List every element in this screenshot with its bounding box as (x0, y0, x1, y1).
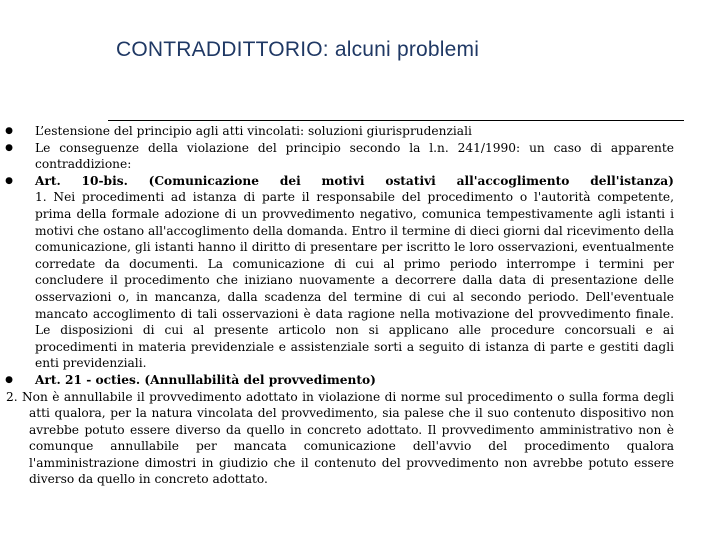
bullet-icon: ● (5, 374, 13, 385)
title-divider (108, 120, 684, 121)
bullet-item-art21octies (0, 372, 720, 389)
art10bis-heading-word: Art. (35, 173, 61, 188)
art10bis-heading (35, 173, 674, 190)
bullet-item-art10bis (0, 173, 720, 372)
art10bis-heading-word: dei (279, 173, 301, 188)
bullet-text: Le conseguenze della violazione del principio secondo la l.n. 241/1990: un caso di apparente contraddizione: (35, 140, 674, 172)
bullet-text: L’estensione del principio agli atti vincolati: soluzioni giurisprudenziali (35, 124, 472, 138)
art10bis-heading-word: motivi (321, 173, 365, 188)
bullet-icon: ● (5, 126, 13, 136)
art10bis-heading-word: dell'istanza) (590, 173, 674, 188)
content-body (0, 123, 720, 488)
art10bis-heading-word: (Comunicazione (148, 173, 260, 188)
bullet-item-consequences (0, 140, 720, 173)
art10bis-heading-word: ostativi (385, 173, 436, 188)
art21octies-heading: Art. 21 - octies. (Annullabilità del provvedimento) (35, 372, 376, 387)
page-title: CONTRADDITTORIO: alcuni problemi (116, 38, 480, 61)
bullet-item-extension (0, 123, 720, 140)
art10bis-heading-word: 10-bis. (81, 173, 128, 188)
art21octies-paragraph-2: 2. Non è annullabile il provvedimento adottato in violazione di norme sul procedimento o sulla forma degli atti qualora, per la natura vincolata del provvedimento, sia palese che il suo contenuto dispositivo non avrebbe potuto essere diverso da quello in concreto adottato. Il provvedimento amministrativo non è comunque annullabile per mancata comunicazione dell'avvio del procedimento qualora l'amministrazione dimostri in giudizio che il contenuto del provvedimento non avrebbe potuto essere diverso da quello in concreto adottato. (6, 389, 674, 487)
bullet-icon: ● (5, 175, 13, 186)
art10bis-text: 1. Nei procedimenti ad istanza di parte il responsabile del procedimento o l'autorità competente, prima della formale adozione di un provvedimento negativo, comunica tempestivamente agli istanti i motivi che ostano all'accoglimento della domanda. Entro il termine di dieci giorni dal ricevimento della comunicazione, gli istanti hanno il diritto di presentare per iscritto le loro osservazioni, eventualmente corredate da documenti. La comunicazione di cui al primo periodo interrompe i termini per concludere il procedimento che iniziano nuovamente a decorrere dalla data di presentazione delle osservazioni o, in mancanza, dalla scadenza del termine di cui al secondo periodo. Dell'eventuale mancato accoglimento di tali osservazioni è data ragione nella motivazione del provvedimento finale. Le disposizioni di cui al presente articolo non si applicano alle procedure concorsuali e ai procedimenti in materia previdenziale e assistenziale sorti a seguito di istanza di parte e gestiti dagli enti previdenziali. (35, 190, 674, 371)
bullet-icon: ● (5, 142, 13, 153)
art10bis-heading-word: all'accoglimento (456, 173, 570, 188)
